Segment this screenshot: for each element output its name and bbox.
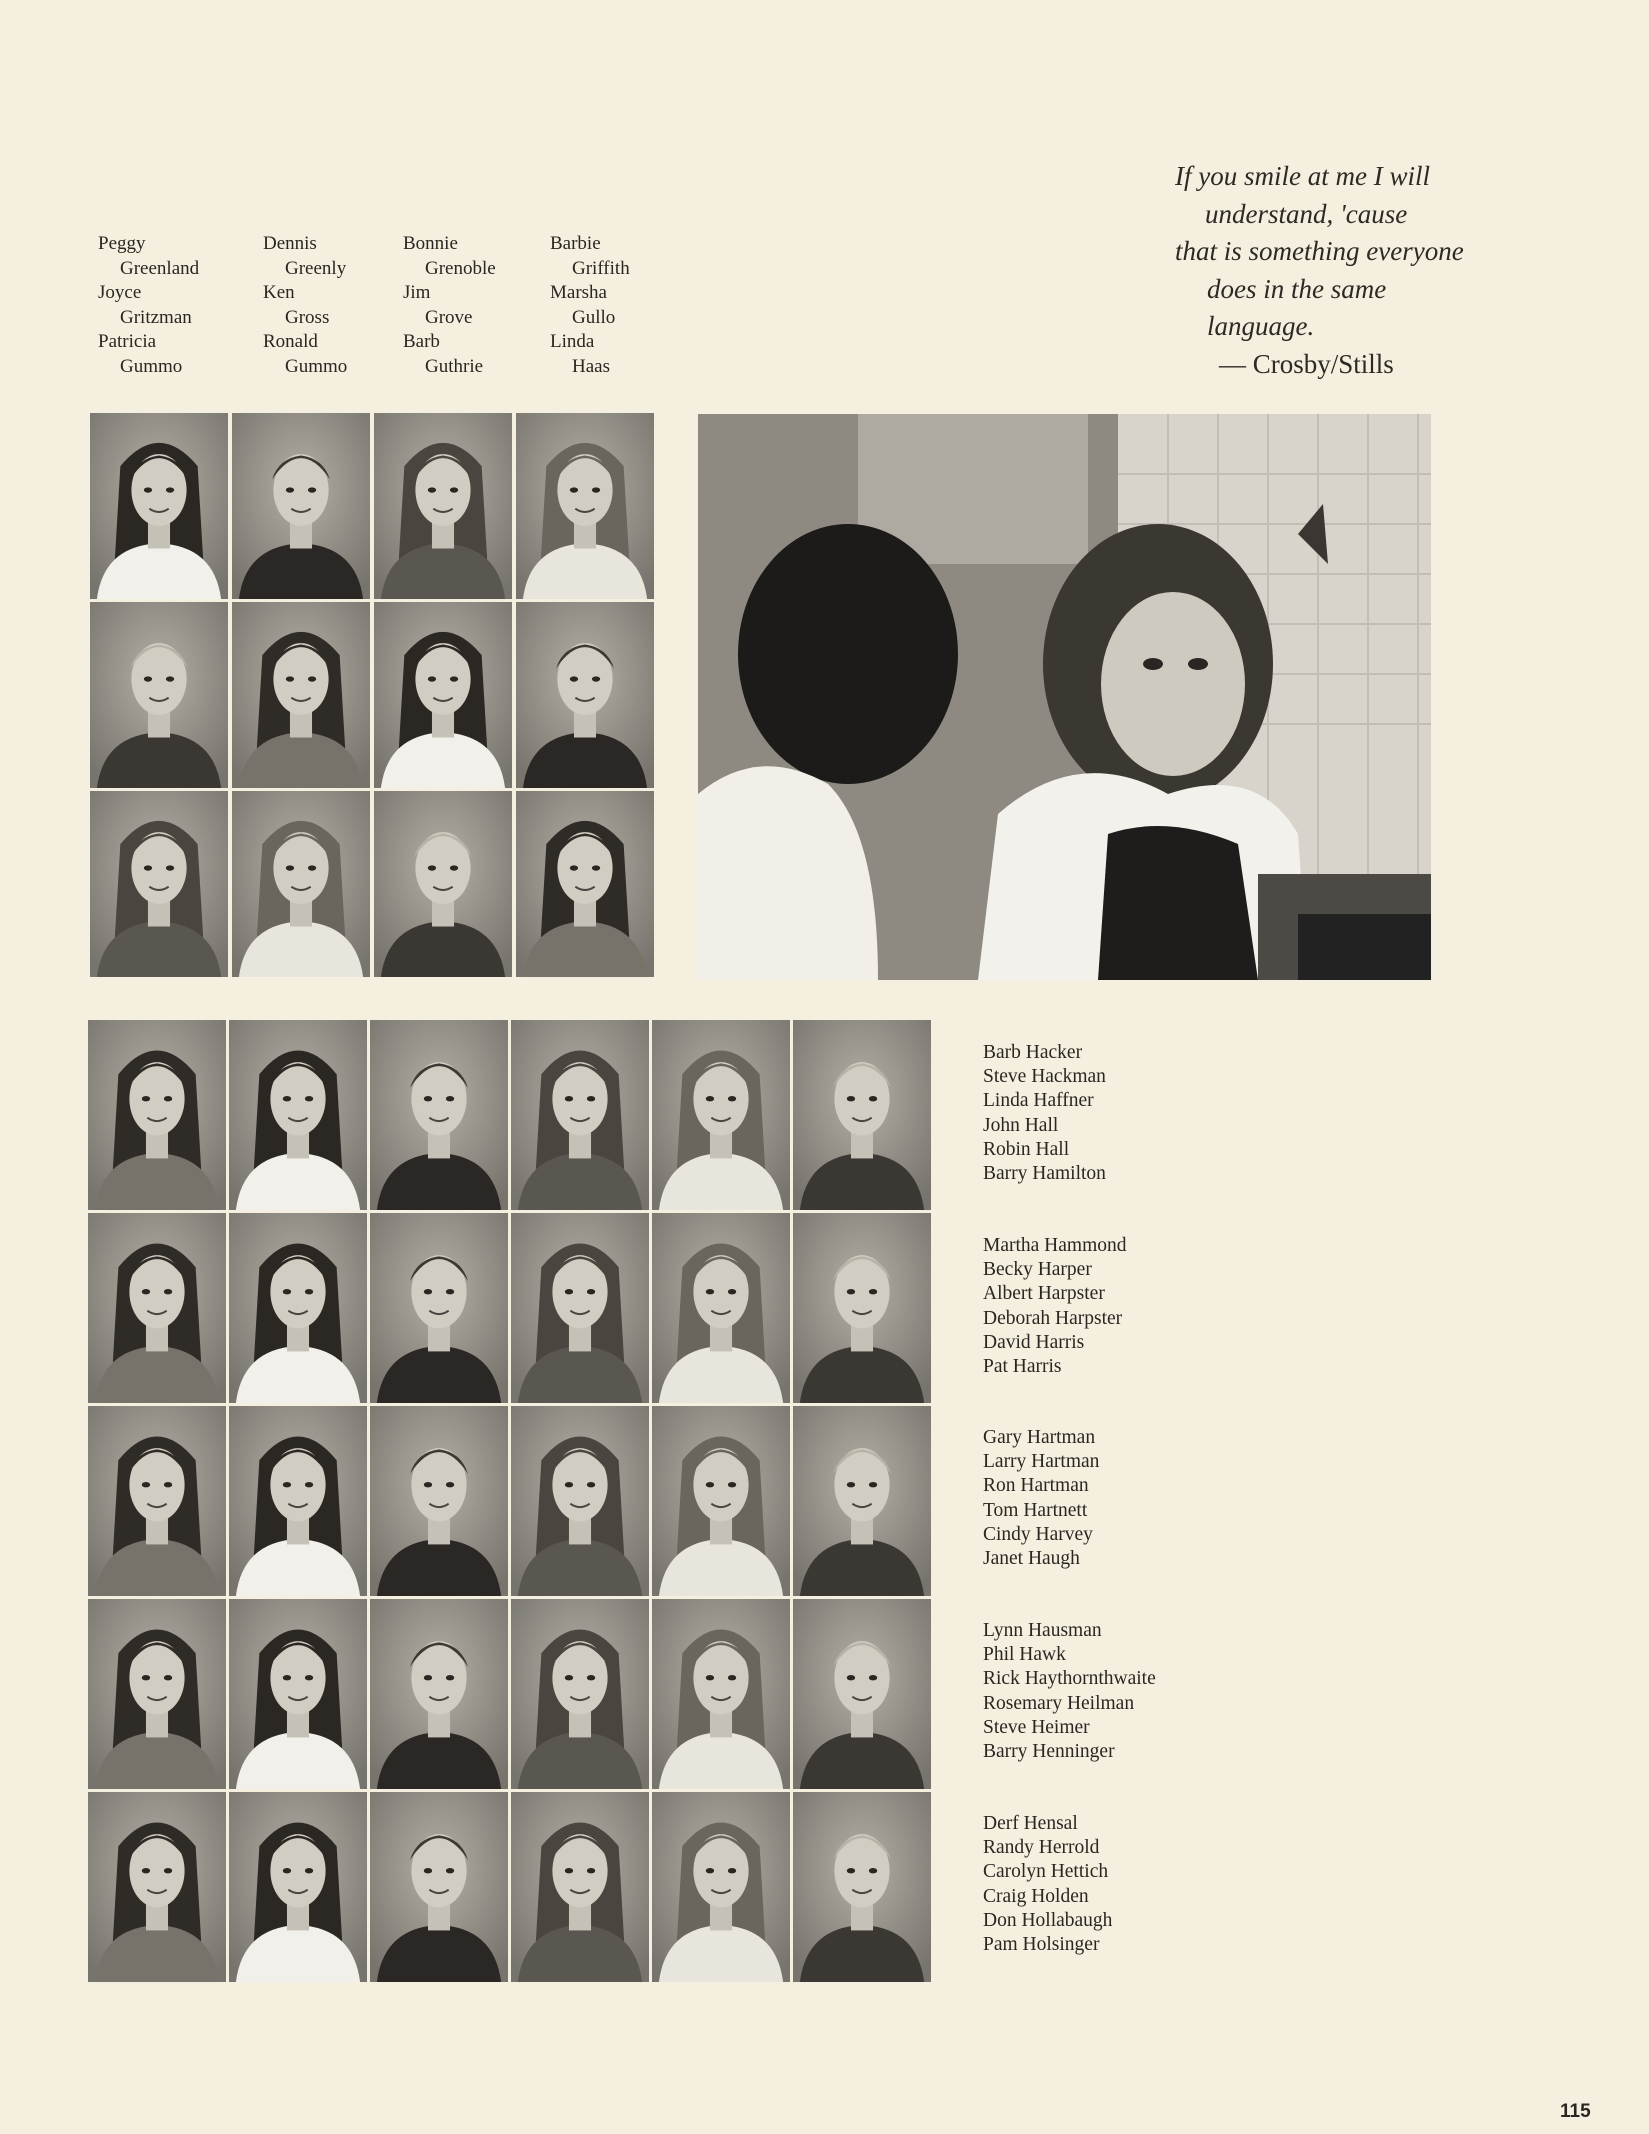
name-column-3 <box>403 232 563 379</box>
bottom-portrait <box>229 1213 367 1403</box>
bottom-portrait <box>652 1599 790 1789</box>
candid-photo <box>698 414 1431 980</box>
bottom-portrait <box>370 1213 508 1403</box>
student-name: Barbie Griffith <box>550 233 630 279</box>
student-name: Phil Hawk <box>983 1644 1066 1666</box>
quote-line: does in the same <box>1207 273 1387 304</box>
student-name: Carolyn Hettich <box>983 1861 1109 1883</box>
name-column-1 <box>98 232 258 379</box>
bottom-portrait <box>511 1406 649 1596</box>
bottom-portrait <box>652 1213 790 1403</box>
bottom-portrait <box>229 1406 367 1596</box>
student-name: Rick Haythornthwaite <box>983 1668 1156 1690</box>
bottom-portrait <box>88 1792 226 1982</box>
student-name: Patricia Gummo <box>98 331 183 377</box>
top-portrait <box>232 413 370 599</box>
student-name: Rosemary Heilman <box>983 1692 1135 1714</box>
bottom-portrait <box>370 1599 508 1789</box>
bottom-portrait <box>88 1020 226 1210</box>
student-name: Dennis Greenly <box>263 233 347 279</box>
bottom-portrait <box>511 1020 649 1210</box>
bottom-portrait <box>88 1599 226 1789</box>
bottom-portrait <box>652 1020 790 1210</box>
student-name: Larry Hartman <box>983 1451 1100 1473</box>
student-name: Tom Hartnett <box>983 1499 1088 1521</box>
bottom-portrait <box>370 1792 508 1982</box>
bottom-portrait <box>793 1406 931 1596</box>
top-portrait <box>232 602 370 788</box>
bottom-portrait <box>793 1020 931 1210</box>
student-name: David Harris <box>983 1331 1085 1353</box>
student-name: Pam Holsinger <box>983 1934 1100 1956</box>
top-portrait <box>374 791 512 977</box>
student-name: Ken Gross <box>263 282 330 328</box>
name-group-row-4 <box>983 1619 1243 1764</box>
student-name: Janet Haugh <box>983 1548 1080 1570</box>
bottom-portrait <box>793 1213 931 1403</box>
student-name: Jim Grove <box>403 282 473 328</box>
student-name: Martha Hammond <box>983 1235 1127 1256</box>
student-name: Marsha Gullo <box>550 282 616 328</box>
student-name: Bonnie Grenoble <box>403 233 496 279</box>
bottom-portrait <box>511 1792 649 1982</box>
bottom-portrait <box>370 1020 508 1210</box>
bottom-portrait <box>652 1792 790 1982</box>
quote-line: language. <box>1207 311 1315 341</box>
student-name: Ronald Gummo <box>263 331 348 377</box>
student-name: Joyce Gritzman <box>98 282 192 328</box>
top-portrait <box>374 413 512 599</box>
name-column-2 <box>263 232 423 379</box>
student-name: Derf Hensal <box>983 1813 1078 1834</box>
bottom-portrait <box>88 1213 226 1403</box>
name-group-row-1 <box>983 1041 1243 1186</box>
student-name: Ron Hartman <box>983 1475 1089 1497</box>
student-name: Linda Haas <box>550 331 610 377</box>
student-name: Albert Harpster <box>983 1283 1105 1305</box>
quote-line: understand, 'cause <box>1205 198 1408 229</box>
student-name: John Hall <box>983 1114 1059 1136</box>
top-portrait <box>516 413 654 599</box>
bottom-portrait <box>370 1406 508 1596</box>
student-name: Barry Hamilton <box>983 1163 1106 1185</box>
student-name: Steve Heimer <box>983 1716 1090 1738</box>
name-group-row-3 <box>983 1426 1243 1571</box>
student-name: Cindy Harvey <box>983 1523 1093 1545</box>
top-portrait <box>90 413 228 599</box>
student-name: Craig Holden <box>983 1885 1089 1907</box>
student-name: Steve Hackman <box>983 1066 1106 1088</box>
student-name: Gary Hartman <box>983 1427 1096 1448</box>
top-portrait <box>232 791 370 977</box>
top-portrait <box>374 602 512 788</box>
student-name: Don Hollabaugh <box>983 1909 1113 1931</box>
student-name: Pat Harris <box>983 1356 1062 1378</box>
student-name: Deborah Harpster <box>983 1307 1123 1329</box>
bottom-portrait <box>511 1599 649 1789</box>
top-portrait <box>90 791 228 977</box>
top-portrait <box>516 602 654 788</box>
quote-line: that is something everyone <box>1175 236 1464 266</box>
page-number: 115 <box>1560 2101 1591 2122</box>
quote-line: If you smile at me I will <box>1175 161 1430 191</box>
bottom-portrait <box>793 1792 931 1982</box>
name-column-4 <box>550 232 710 379</box>
student-name: Robin Hall <box>983 1138 1070 1160</box>
student-name: Peggy Greenland <box>98 233 200 279</box>
bottom-portrait <box>229 1792 367 1982</box>
quote-attribution: — Crosby/Stills <box>1219 348 1394 379</box>
top-portrait <box>90 602 228 788</box>
name-group-row-5 <box>983 1812 1243 1957</box>
student-name: Lynn Hausman <box>983 1620 1102 1641</box>
student-name: Barb Guthrie <box>403 331 484 377</box>
bottom-portrait <box>793 1599 931 1789</box>
student-name: Barry Henninger <box>983 1741 1115 1763</box>
student-name: Randy Herrold <box>983 1837 1100 1859</box>
name-group-row-2 <box>983 1234 1243 1379</box>
candid-photo-image <box>698 414 1431 980</box>
bottom-portrait <box>88 1406 226 1596</box>
student-name: Barb Hacker <box>983 1042 1083 1063</box>
bottom-portrait <box>229 1599 367 1789</box>
bottom-portrait <box>229 1020 367 1210</box>
student-name: Linda Haffner <box>983 1090 1094 1112</box>
bottom-portrait <box>652 1406 790 1596</box>
bottom-portrait <box>511 1213 649 1403</box>
song-quote <box>1175 158 1505 383</box>
top-portrait <box>516 791 654 977</box>
student-name: Becky Harper <box>983 1259 1092 1281</box>
